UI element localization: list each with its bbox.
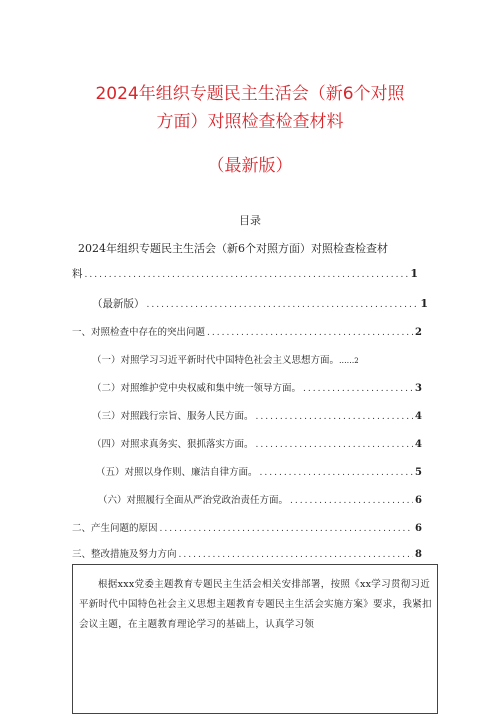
toc-entry-label: 三、整改措施及努力方向 (72, 549, 177, 560)
toc-entry-1-4[interactable] (92, 436, 422, 450)
toc-leader-dots (260, 468, 414, 478)
toc-heading: 目录 (239, 214, 261, 227)
toc-leader-dots (207, 328, 413, 338)
toc-page-number: 4 (415, 411, 422, 422)
toc-leader-dots (160, 524, 414, 534)
toc-page-number: 4 (415, 439, 422, 450)
toc-leader-dots (303, 384, 413, 394)
toc-entry-1-5[interactable] (96, 464, 422, 478)
toc-entry-section-1[interactable] (72, 324, 422, 338)
toc-page-number: 8 (415, 549, 422, 560)
toc-page-number: 2 (415, 327, 422, 338)
toc-leader-dots (290, 496, 413, 506)
toc-entry-1-2[interactable] (92, 380, 422, 394)
toc-entry-label: （四）对照求真务实、狠抓落实方面。 (92, 439, 254, 450)
toc-entry-1-6[interactable] (98, 492, 422, 506)
toc-entry-1-1[interactable] (92, 352, 422, 366)
toc-page-number: 1 (410, 267, 418, 280)
toc-leader-dots (85, 270, 409, 280)
toc-entry-label: （一）对照学习习近平新时代中国特色社会主义思想方面。 (92, 355, 340, 366)
toc-page-number: 1 (420, 297, 428, 310)
toc-page-number: 6 (415, 495, 422, 506)
document-subtitle: （最新版） (207, 156, 293, 176)
toc-entry-title-line1[interactable]: 2024年组织专题民主生活会（新6个对照方面）对照检查检查材 (78, 242, 388, 255)
toc-entry-section-2[interactable] (72, 520, 422, 534)
toc-leader-dots (179, 550, 414, 560)
toc-entry-label: （三）对照践行宗旨、服务人民方面。 (92, 411, 254, 422)
document-title-line1: 2024年组织专题民主生活会（新6个对照 (95, 84, 405, 104)
body-text-box: 根据xxx党委主题教育专题民主生活会相关安排部署，按照《xx学习贯彻习近平新时代中国特色社会主义思想主题教育专题民主生活会实施方案》要求，我紧扣会议主题，在主题教育理论学习的基础上，认真学习领 (72, 564, 438, 714)
document-title-line2: 方面）对照检查检查材料 (156, 112, 344, 132)
toc-page-number: 3 (415, 383, 422, 394)
toc-entry-section-3[interactable] (72, 546, 422, 560)
toc-entry-label: 料 (72, 268, 83, 280)
toc-entry-label: （最新版） (92, 298, 145, 310)
toc-leader-dots (256, 412, 414, 422)
toc-page-number: 5 (415, 467, 422, 478)
toc-entry-1-3[interactable] (92, 408, 422, 422)
toc-entry-latest-version[interactable] (92, 296, 428, 311)
toc-entry-label: （五）对照以身作则、廉洁自律方面。 (96, 467, 258, 478)
toc-entry-title[interactable] (72, 266, 418, 281)
toc-entry-label: 二、产生问题的原因 (72, 523, 158, 534)
toc-page-number: 6 (415, 523, 422, 534)
toc-leader-dots (147, 300, 419, 310)
toc-entry-label: 一、对照检查中存在的突出问题 (72, 327, 206, 338)
toc-page-number: 2 (354, 357, 359, 365)
toc-leader-dots (256, 440, 414, 450)
toc-leader-dots: ...... (339, 356, 355, 365)
toc-entry-label: （六）对照履行全面从严治党政治责任方面。 (98, 495, 289, 506)
toc-entry-label: （二）对照维护党中央权威和集中统一领导方面。 (92, 383, 302, 394)
